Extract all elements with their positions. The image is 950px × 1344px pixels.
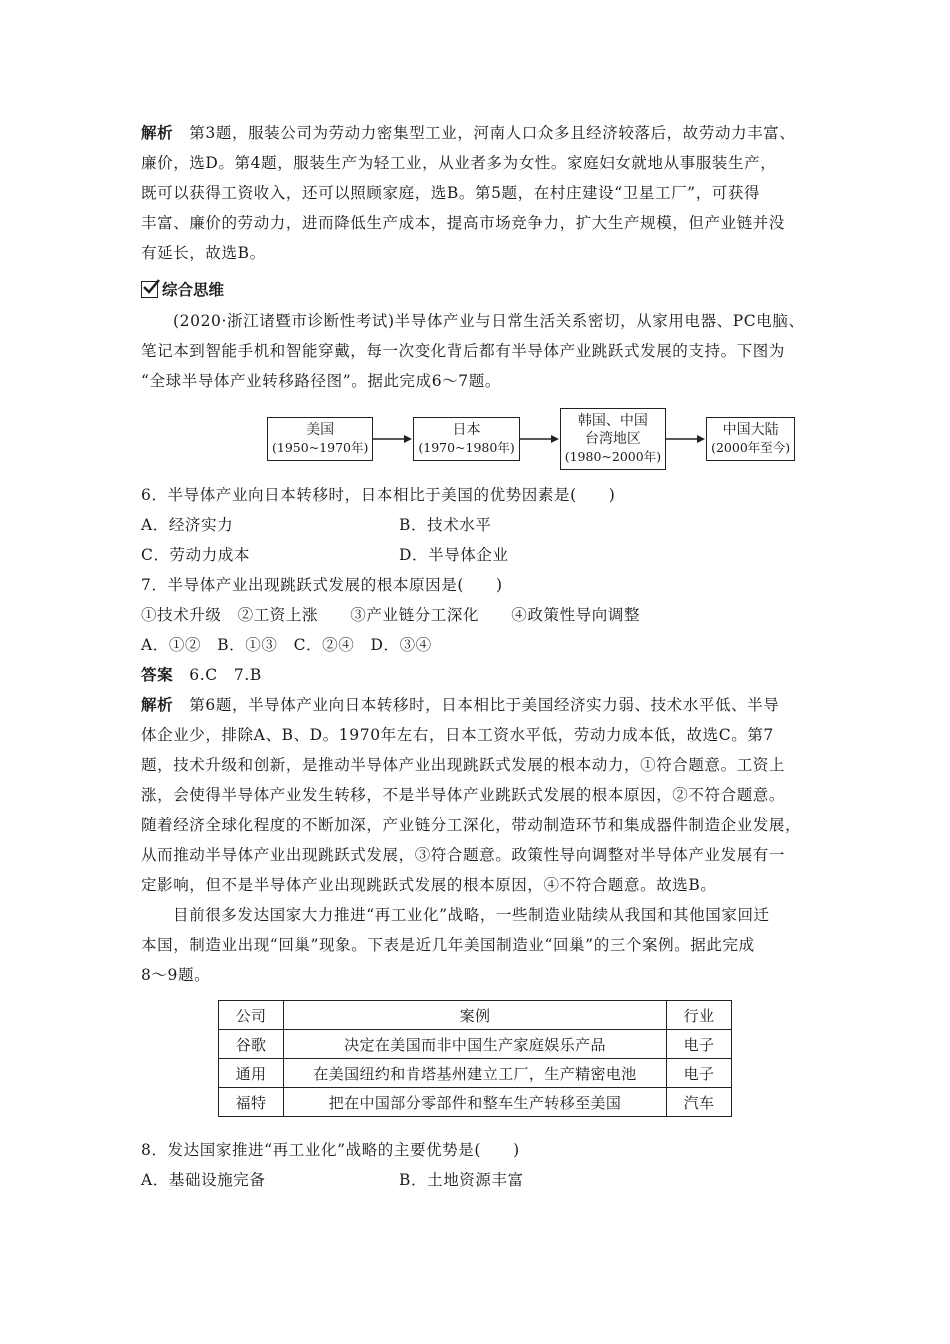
arrow-right-icon	[520, 433, 560, 445]
analysis-paragraph-2: 解析 第6题，半导体产业向日本转移时，日本相比于美国经济实力弱、技术水平低、半导	[141, 695, 780, 714]
intro-paragraph-1: (2020·浙江诸暨市诊断性考试)半导体产业与日常生活关系密切，从家用电器、PC电脑、	[173, 312, 805, 330]
table-cell: 谷歌	[219, 1030, 284, 1059]
flow-box-japan: 日本 (1970~1980年)	[413, 417, 519, 461]
question-6-options-row-1	[141, 510, 821, 540]
question-7-options: A．①② B．①③ C．②④ D．③④	[141, 636, 432, 654]
analysis-line: 既可以获得工资收入，还可以照顾家庭，选B。第5题，在村庄建设“卫星工厂”，可获得	[141, 184, 761, 202]
intro-line: 8～9题。	[141, 966, 211, 984]
option: B．技术水平	[399, 516, 492, 534]
analysis-line: 体企业少，排除A、B、D。1970年左右，日本工资水平低，劳动力成本低，故选C。第7	[141, 726, 774, 744]
document-page	[141, 118, 821, 1195]
table-cell: 把在中国部分零部件和整车生产转移至美国	[284, 1088, 667, 1117]
intro-line: 笔记本到智能手机和智能穿戴，每一次变化背后都有半导体产业跳跃式发展的支持。下图为	[141, 342, 786, 360]
flow-box-mainland-china: 中国大陆 (2000年至今)	[706, 417, 795, 461]
option: B．土地资源丰富	[399, 1171, 524, 1189]
flow-box-korea-taiwan: 韩国、中国 台湾地区 (1980~2000年)	[560, 408, 666, 470]
table-row	[219, 1059, 732, 1088]
analysis-paragraph-1: 解析 第3题，服装公司为劳动力密集型工业，河南人口众多且经济较落后，故劳动力丰富、	[141, 123, 796, 142]
analysis-line: 随着经济全球化程度的不断加深，产业链分工深化，带动制造环节和集成器件制造企业发展，	[141, 816, 802, 834]
intro-paragraph-2: 目前很多发达国家大力推进“再工业化”战略，一些制造业陆续从我国和其他国家回迁	[173, 906, 770, 924]
analysis-line: 有延长，故选B。	[141, 244, 266, 262]
table-row	[219, 1088, 732, 1117]
analysis-line: 廉价，选D。第4题，服装生产为轻工业，从业者多为女性。家庭妇女就地从事服装生产，	[141, 154, 777, 172]
table-cell: 汽车	[667, 1088, 732, 1117]
analysis-line: 从而推动半导体产业出现跳跃式发展，③符合题意。政策性导向调整对半导体产业发展有一	[141, 846, 786, 864]
analysis-line: 丰富、廉价的劳动力，进而降低生产成本，提高市场竞争力，扩大生产规模，但产业链并没	[141, 214, 786, 232]
table-cell: 通用	[219, 1059, 284, 1088]
option: A．经济实力	[141, 516, 234, 534]
answer-label: 答案	[141, 665, 174, 684]
flow-box-usa: 美国 (1950~1970年)	[267, 417, 373, 461]
intro-line: “全球半导体产业转移路径图”。据此完成6～7题。	[141, 372, 501, 390]
table-cell: 电子	[667, 1059, 732, 1088]
analysis-line: 题，技术升级和创新，是推动半导体产业出现跳跃式发展的根本动力，①符合题意。工资上	[141, 756, 786, 774]
reshoring-cases-table	[218, 1000, 732, 1117]
arrow-right-icon	[666, 433, 706, 445]
option: C．劳动力成本	[141, 546, 251, 564]
table-header-cell: 公司	[219, 1001, 284, 1030]
table-header-cell: 行业	[667, 1001, 732, 1030]
question-7-stem: 7．半导体产业出现跳跃式发展的根本原因是( )	[141, 576, 503, 594]
question-6-stem: 6．半导体产业向日本转移时，日本相比于美国的优势因素是( )	[141, 486, 616, 504]
arrow-right-icon	[373, 433, 413, 445]
analysis-line: 定影响，但不是半导体产业出现跳跃式发展的根本原因，④不符合题意。故选B。	[141, 876, 717, 894]
intro-line: 本国，制造业出现“回巢”现象。下表是近几年美国制造业“回巢”的三个案例。据此完成	[141, 936, 755, 954]
question-8-stem: 8．发达国家推进“再工业化”战略的主要优势是( )	[141, 1141, 520, 1159]
option: D．半导体企业	[399, 546, 509, 564]
table-header-row	[219, 1001, 732, 1030]
table-header-cell: 案例	[284, 1001, 667, 1030]
question-8-options-row-1	[141, 1165, 821, 1195]
analysis-label: 解析	[141, 695, 174, 714]
analysis-label: 解析	[141, 123, 174, 142]
checkbox-check-icon	[141, 281, 158, 298]
table-row	[219, 1030, 732, 1059]
section-header	[141, 272, 821, 306]
analysis-line: 涨，会使得半导体产业发生转移，不是半导体产业跳跃式发展的根本原因，②不符合题意。	[141, 786, 786, 804]
table-cell: 在美国纽约和肯塔基州建立工厂，生产精密电池	[284, 1059, 667, 1088]
question-6-options-row-2	[141, 540, 821, 570]
question-7-items: ①技术升级 ②工资上涨 ③产业链分工深化 ④政策性导向调整	[141, 606, 641, 624]
answer-line: 答案 6.C 7.B	[141, 665, 262, 684]
table-cell: 福特	[219, 1088, 284, 1117]
option: A．基础设施完备	[141, 1171, 266, 1189]
table-cell: 电子	[667, 1030, 732, 1059]
transfer-path-diagram	[267, 408, 821, 470]
table-cell: 决定在美国而非中国生产家庭娱乐产品	[284, 1030, 667, 1059]
section-title: 综合思维	[162, 281, 225, 299]
